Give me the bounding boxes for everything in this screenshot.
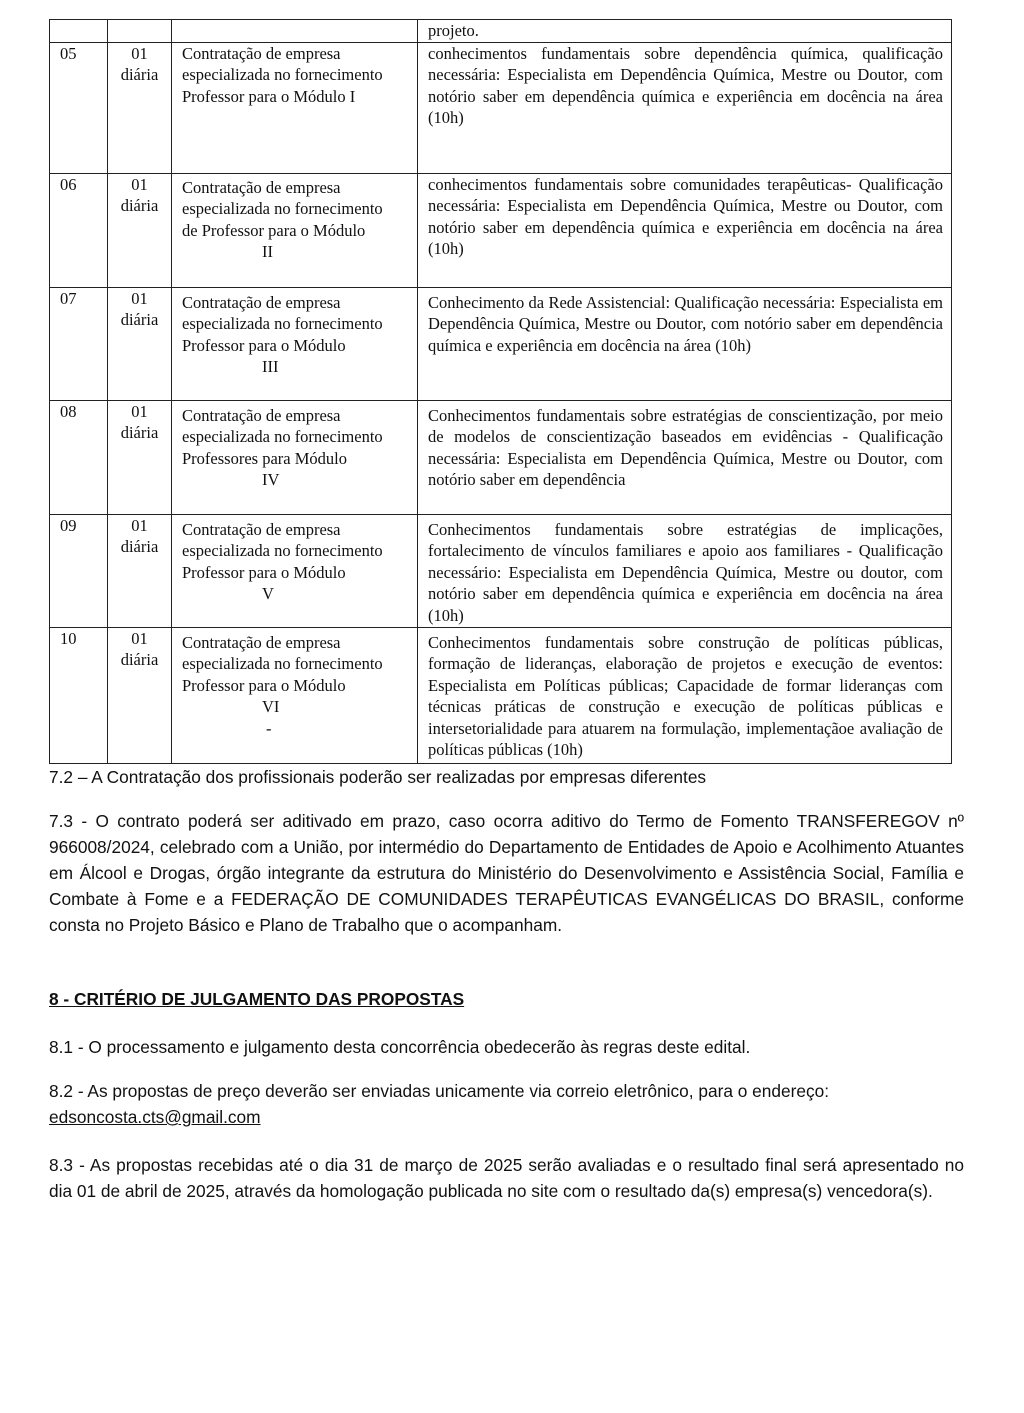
object-line: Contratação de empresa [182, 292, 341, 312]
table-row [50, 20, 952, 43]
module-number: VI [262, 697, 280, 716]
object-line: Professores para Módulo [182, 448, 347, 468]
paragraph-7-3: 7.3 - O contrato poderá ser aditivado em prazo, caso ocorra aditivo do Termo de Fomento TRANSFEREGOV nº 966008/2024, celebrado com a União, por intermédio do Departamento de Entidades de Apoio e Acolhimento Atuantes em Álcool e Drogas, órgão integrante da estrutura do Ministério do Desenvolvimento e Assistência Social, Família e Combate à Fome e a FEDERAÇÃO DE COMUNIDADES TERAPÊUTICAS EVANGÉLICAS DO BRASIL, conforme consta no Projeto Básico e Plano de Trabalho que o acompanham. [49, 811, 964, 935]
table-row [50, 173, 952, 287]
item-number-cell: 07 [50, 287, 108, 400]
object-line: especializada no fornecimento [182, 541, 383, 560]
table-row [50, 627, 952, 763]
description-cell: conhecimentos fundamentais sobre dependência química, qualificação necessária: Especialista em Dependência Química, Mestre ou Doutor, com notório saber em dependência química e experiência em docência na área (10h) [418, 42, 952, 173]
object-line: Contratação de empresa [182, 519, 341, 539]
section-heading-8: 8 - CRITÉRIO DE JULGAMENTO DAS PROPOSTAS [49, 989, 465, 1009]
module-number: III [262, 357, 279, 376]
item-number-cell: 08 [50, 400, 108, 514]
quantity-cell: 01 diária [108, 287, 172, 400]
paragraph-8-3: 8.3 - As propostas recebidas até o dia 31 de março de 2025 serão avaliadas e o resultado final será apresentado no dia 01 de abril de 2025, através da homologação publicada no site com o resultado da(s) empresa(s) vencedora(s). [49, 1155, 964, 1201]
object-line: Professor para o Módulo [182, 335, 346, 355]
table-row [50, 287, 952, 400]
item-number-cell: 10 [50, 627, 108, 763]
description-cell: Conhecimentos fundamentais sobre estratégias de implicações, fortalecimento de vínculos familiares e apoio aos familiares - Qualificação necessário: Especialista em Dependência Química, Mestre ou doutor, com notório saber em dependência química e experiência em docência na área (10h) [418, 514, 952, 627]
object-line: especializada no fornecimento [182, 654, 383, 673]
item-number-cell: 06 [50, 173, 108, 287]
description-cell: Conhecimentos fundamentais sobre estratégias de conscientização, por meio de modelos de conscientização baseados em evidências - Qualificação necessária: Especialista em Dependência Química, Mestre ou Doutor, com notório saber em dependência [418, 400, 952, 514]
object-line: especializada no fornecimento [182, 199, 383, 218]
object-line: de Professor para o Módulo [182, 220, 366, 240]
object-cell [172, 173, 418, 287]
object-line: especializada no fornecimento [182, 314, 383, 333]
object-cell [172, 20, 418, 43]
quantity-cell [108, 20, 172, 43]
object-cell [172, 627, 418, 763]
item-number-cell [50, 20, 108, 43]
description-cell: Conhecimento da Rede Assistencial: Qualificação necessária: Especialista em Dependência Química, Mestre ou Doutor, com notório saber em dependência química e experiência em docência na área (10h) [418, 287, 952, 400]
object-line: Contratação de empresa [182, 405, 341, 425]
object-line: Contratação de empresa [182, 632, 341, 652]
object-cell [172, 287, 418, 400]
paragraph-7-2: 7.2 – A Contratação dos profissionais poderão ser realizadas por empresas diferentes [49, 767, 707, 787]
description-cell: conhecimentos fundamentais sobre comunidades terapêuticas- Qualificação necessária: Especialista em Dependência Química, Mestre ou Doutor, com notório saber em dependência química e experiência em docência na área (10h) [418, 173, 952, 287]
quantity-cell: 01 diária [108, 627, 172, 763]
object-line: Professor para o Módulo I [182, 86, 356, 106]
table-row [50, 400, 952, 514]
object-line: Contratação de empresa [182, 177, 341, 197]
object-extra: - [266, 718, 272, 738]
object-cell [172, 42, 418, 173]
table-row [50, 42, 952, 173]
item-number-cell: 09 [50, 514, 108, 627]
object-line: especializada no fornecimento [182, 427, 383, 446]
email-link[interactable]: edsoncosta.cts@gmail.com [49, 1107, 261, 1127]
paragraph-8-1: 8.1 - O processamento e julgamento desta concorrência obedecerão às regras deste edital. [49, 1037, 751, 1057]
item-number-cell: 05 [50, 42, 108, 173]
object-line: Professor para o Módulo [182, 562, 346, 582]
quantity-cell: 01 diária [108, 514, 172, 627]
object-line: especializada no fornecimento [182, 65, 383, 84]
quantity-cell: 01 diária [108, 173, 172, 287]
object-line: Professor para o Módulo [182, 675, 346, 695]
module-number: IV [262, 470, 280, 489]
description-cell: Conhecimentos fundamentais sobre construção de políticas públicas, formação de lideranças, elaboração de projetos e execução de eventos: Especialista em Políticas públicas; Capacidade de formar lideranças com técnicas práticas de construção e execução de políticas públicas e intersetorialidade para atuarem na formulação, implementaçãoe avaliação de políticas públicas (10h) [418, 627, 952, 763]
paragraph-8-2-text: 8.2 - As propostas de preço deverão ser enviadas unicamente via correio eletrônico, para o endereço: [49, 1081, 830, 1101]
object-cell [172, 514, 418, 627]
object-line: Contratação de empresa [182, 43, 341, 63]
module-number: V [262, 584, 274, 603]
module-number: II [262, 242, 273, 261]
quantity-cell: 01 diária [108, 42, 172, 173]
paragraph-8-2 [49, 1078, 964, 1130]
description-cell: projeto. [418, 20, 952, 43]
items-table [49, 19, 952, 764]
quantity-cell: 01 diária [108, 400, 172, 514]
object-cell [172, 400, 418, 514]
table-row [50, 514, 952, 627]
